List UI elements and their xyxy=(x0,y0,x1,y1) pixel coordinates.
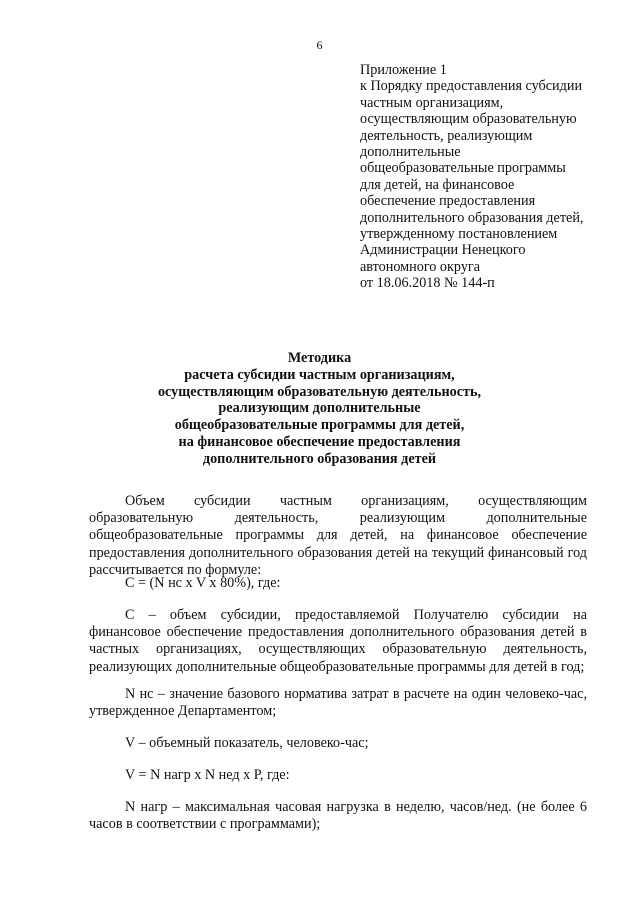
title-line: дополнительного образования детей xyxy=(202,450,437,467)
appendix-line: Приложение 1 xyxy=(360,62,447,78)
definition-v: V – объемный показатель, человеко-час; xyxy=(125,735,369,751)
title-line: Методика xyxy=(287,350,352,366)
appendix-line: дополнительного образования детей, xyxy=(360,209,584,226)
definition-n-nagr: N нагр – максимальная часовая нагрузка в неделю, часов/нед. (не более 6 часов в соответствии с программами); xyxy=(89,799,587,833)
title-line: на финансовое обеспечение предоставления xyxy=(178,433,461,450)
title-line: осуществляющим образовательную деятельность, xyxy=(157,383,482,400)
title-line: общеобразовательные программы для детей, xyxy=(174,417,465,434)
appendix-line: для детей, на финансовое xyxy=(360,176,515,193)
appendix-line: общеобразовательные программы xyxy=(360,160,566,177)
appendix-line: утвержденному постановлением xyxy=(360,226,558,243)
document-title xyxy=(0,350,639,468)
definition-n-ns: N нс – значение базового норматива затрат в расчете на один человеко-час, утвержденное Департаментом; xyxy=(89,686,587,720)
title-line: расчета субсидии частным организациям, xyxy=(184,366,455,383)
appendix-line: дополнительные xyxy=(360,144,461,161)
formula-c: С = (N нс x V x 80%), где: xyxy=(125,575,281,591)
intro-paragraph: Объем субсидии частным организациям, осуществляющим образовательную деятельность, реализующим дополнительные общеобразовательные программы для детей, на финансовое обеспечение предоставления дополнительного образования детей на текущий финансовый год рассчитывается по формуле: xyxy=(89,493,587,578)
appendix-line: обеспечение предоставления xyxy=(360,193,536,210)
appendix-line: от 18.06.2018 № 144-п xyxy=(360,275,495,292)
appendix-line: к Порядку предоставления субсидии xyxy=(360,78,583,95)
definition-c: С – объем субсидии, предоставляемой Получателю субсидии на финансовое обеспечение предоставления дополнительного образования детей в частных организациях, осуществляющих образовательную деятельность, реализующих дополнительные общеобразовательные программы для детей в год; xyxy=(89,607,587,675)
appendix-line: осуществляющим образовательную xyxy=(360,111,577,128)
formula-v: V = N нагр x N нед x Р, где: xyxy=(125,767,290,783)
appendix-line: Администрации Ненецкого xyxy=(360,242,526,259)
page-number: 6 xyxy=(316,38,323,52)
appendix-line: частным организациям, xyxy=(360,94,504,111)
appendix-header xyxy=(360,62,630,292)
title-line: реализующим дополнительные xyxy=(218,400,421,417)
appendix-line: автономного округа xyxy=(360,258,481,275)
appendix-line: деятельность, реализующим xyxy=(360,127,533,144)
